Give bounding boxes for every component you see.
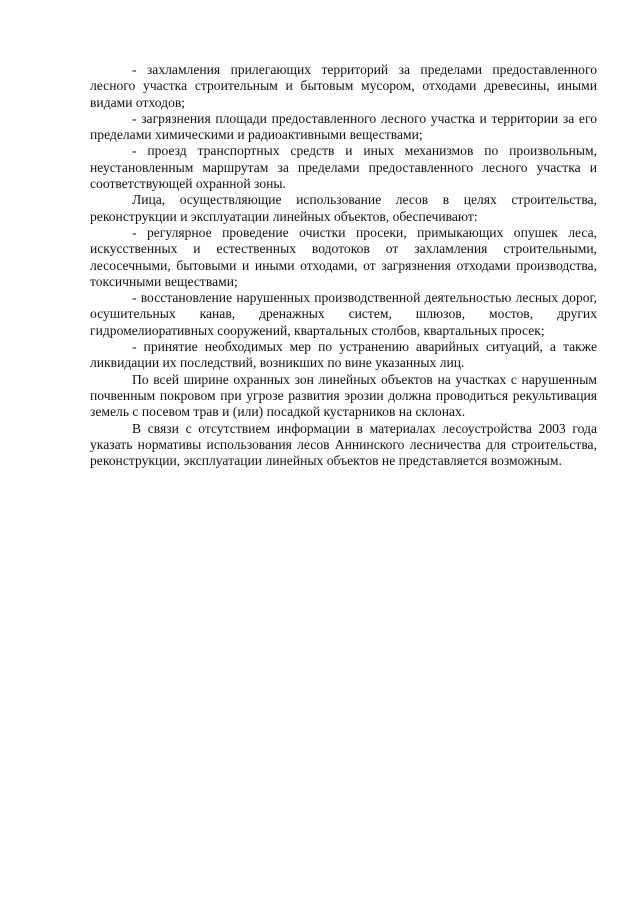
- paragraph-emergency: - принятие необходимых мер по устранению аварийных ситуаций, а также ликвидации их последствий, возникших по вине указанных лиц.: [90, 339, 597, 371]
- paragraph-restoration: - восстановление нарушенных производственной деятельностью лесных дорог, осушительных канав, дренажных систем, шлюзов, мостов, других гидромелиоративных сооружений, квартальных столбов, квартальных просек;: [90, 290, 597, 338]
- paragraph-conclusion: В связи с отсутствием информации в материалах лесоустройства 2003 года указать нормативы использования лесов Аннинского лесничества для строительства, реконструкции, эксплуатации линейных объектов не представляется возможным.: [90, 420, 597, 469]
- paragraph-pollution: - загрязнения площади предоставленного лесного участка и территории за его пределами химическими и радиоактивными веществами;: [90, 110, 597, 143]
- paragraph-recultivation: По всей ширине охранных зон линейных объектов на участках с нарушенным почвенным покровом при угрозе развития эрозии должна проводиться рекультивация земель с посевом трав и (или) посадкой кустарников на склонах.: [90, 371, 597, 420]
- document-body: [90, 62, 597, 469]
- paragraph-obligations-intro: Лица, осуществляющие использование лесов в целях строительства, реконструкции и эксплуатации линейных объектов, обеспечивают:: [90, 192, 597, 224]
- paragraph-littering: - захламления прилегающих территорий за пределами предоставленного лесного участка строительным и бытовым мусором, отходами древесины, иными видами отходов;: [90, 62, 597, 110]
- paragraph-clearing: - регулярное проведение очистки просеки, примыкающих опушек леса, искусственных и естественных водотоков от захламления строительными, лесосечными, бытовыми и иными отходами, от загрязнения отходами производства, токсичными веществами;: [90, 224, 597, 289]
- paragraph-vehicle-passage: - проезд транспортных средств и иных механизмов по произвольным, неустановленным маршрутам за пределами предоставленного лесного участка и соответствующей охранной зоны.: [90, 143, 597, 192]
